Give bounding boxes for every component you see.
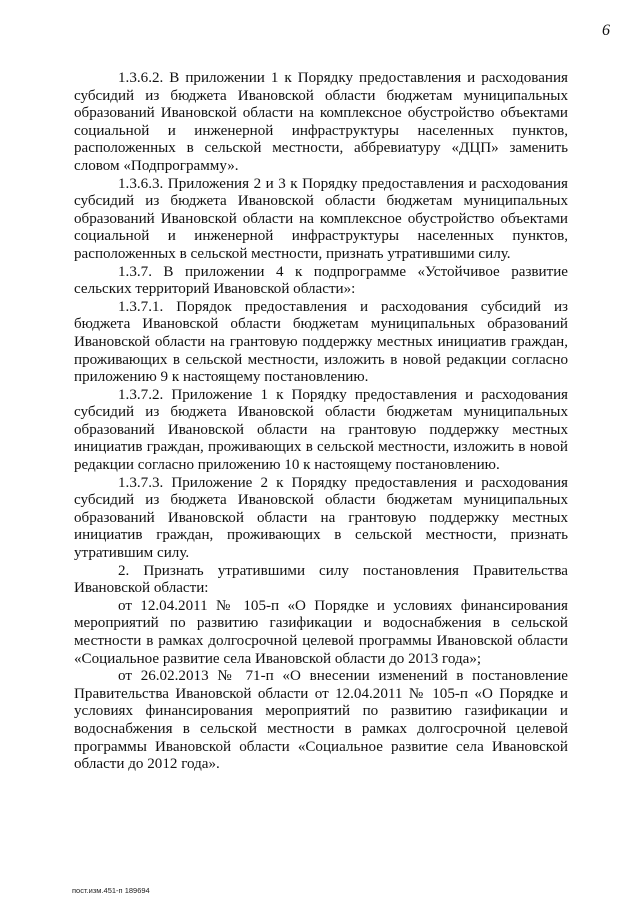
paragraph-resolution-105: от 12.04.2011 № 105-п «О Порядке и условиях финансирования мероприятий по развитию газификации и водоснабжения в сельской местности в рамках долгосрочной целевой программы Ивановской области «Социальное развитие села Ивановской области до 2013 года»;: [74, 597, 568, 667]
paragraph-1-3-7-3: 1.3.7.3. Приложение 2 к Порядку предоставления и расходования субсидий из бюджета Ивановской области бюджетам муниципальных образований Ивановской области на грантовую поддержку местных инициатив граждан, проживающих в сельской местности, признать утратившим силу.: [74, 474, 568, 562]
paragraph-1-3-6-2: 1.3.6.2. В приложении 1 к Порядку предоставления и расходования субсидий из бюджета Ивановской области бюджетам муниципальных образований Ивановской области на комплексное обустройство объектами социальной и инженерной инфраструктуры населенных пунктов, расположенных в сельской местности, аббревиатуру «ДЦП» заменить словом «Подпрограмму».: [74, 70, 568, 174]
paragraph-1-3-6-3: 1.3.6.3. Приложения 2 и 3 к Порядку предоставления и расходования субсидий из бюджета Ивановской области бюджетам муниципальных образований Ивановской области на комплексное обустройство объектами социальной и инженерной инфраструктуры населенных пунктов, расположенных в сельской местности, признать утратившими силу.: [74, 175, 568, 262]
paragraph-resolution-71: от 26.02.2013 № 71-п «О внесении изменений в постановление Правительства Ивановской области от 12.04.2011 № 105-п «О Порядке и условиях финансирования мероприятий по развитию газификации и водоснабжения в сельской местности в рамках долгосрочной целевой программы Ивановской области «Социальное развитие села Ивановской области до 2012 года».: [74, 668, 568, 773]
paragraph-2: 2. Признать утратившими силу постановления Правительства Ивановской области:: [74, 562, 568, 597]
paragraph-1-3-7-2: 1.3.7.2. Приложение 1 к Порядку предоставления и расходования субсидий из бюджета Ивановской области бюджетам муниципальных образований Ивановской области на грантовую поддержку местных инициатив граждан, проживающих в сельской местности, изложить в новой редакции согласно приложению 10 к настоящему постановлению.: [74, 386, 568, 474]
footer-doc-code: пост.изм.451-п 189694: [72, 886, 150, 895]
paragraph-1-3-7-1: 1.3.7.1. Порядок предоставления и расходования субсидий из бюджета Ивановской области бюджетам муниципальных образований Ивановской области на грантовую поддержку местных инициатив граждан, проживающих в сельской местности, изложить в новой редакции согласно приложению 9 к настоящему постановлению.: [74, 298, 568, 386]
document-body: [74, 70, 568, 774]
paragraph-1-3-7: 1.3.7. В приложении 4 к подпрограмме «Устойчивое развитие сельских территорий Ивановской области»:: [74, 263, 568, 298]
page-number: 6: [602, 22, 610, 39]
